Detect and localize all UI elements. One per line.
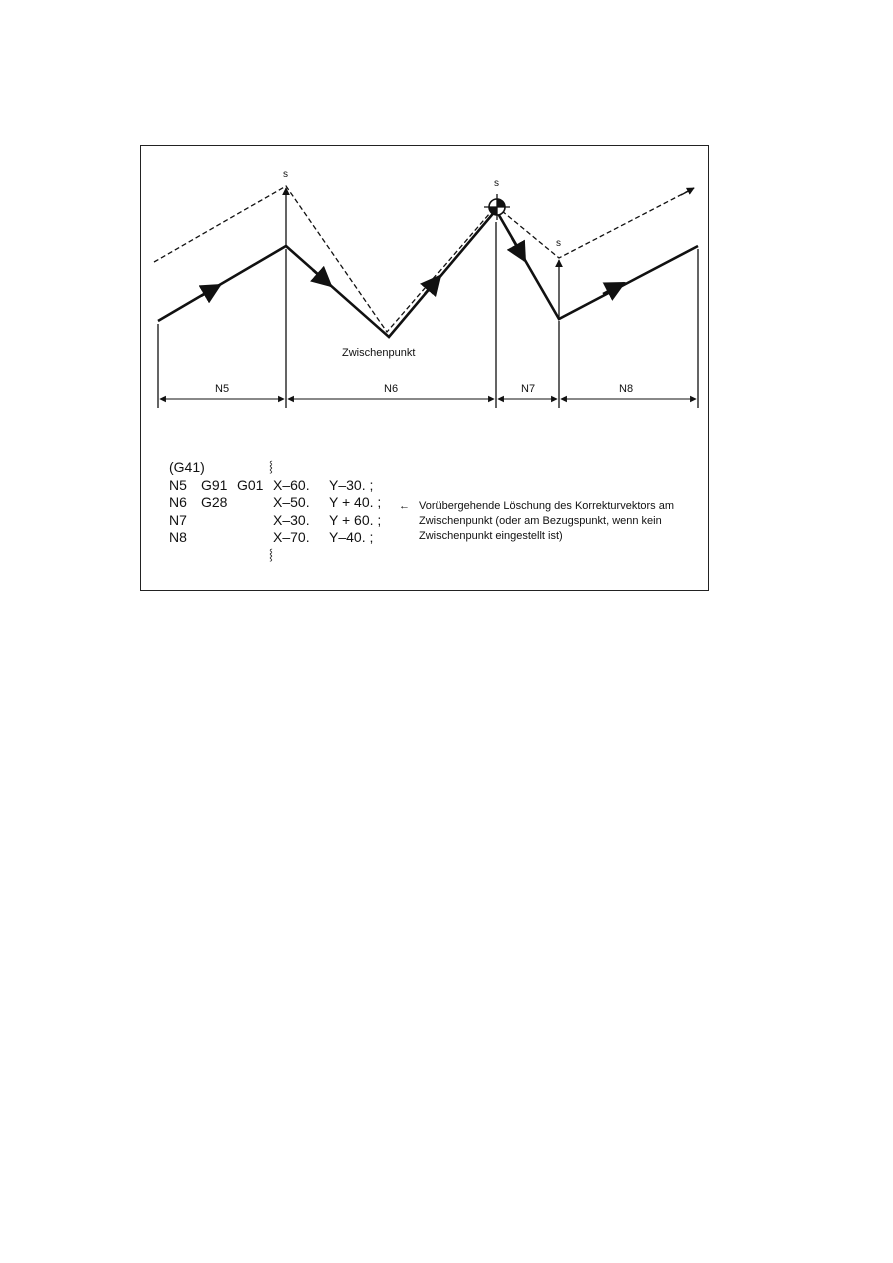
s-label-3: s	[556, 238, 561, 249]
direction-arrow-3	[425, 276, 440, 294]
x-value: X–30.	[273, 511, 310, 528]
direction-arrow-1	[201, 285, 220, 296]
s-label-1: s	[283, 169, 288, 180]
program-line	[169, 477, 569, 495]
segment-label-n7: N7	[521, 383, 536, 395]
offset-path-dashed	[154, 186, 694, 332]
segment-label-n8: N8	[619, 383, 634, 395]
direction-arrow-5	[603, 283, 624, 294]
segment-label-n6: N6	[384, 383, 399, 395]
g-code: G01	[237, 476, 264, 493]
annotation-text: Vorübergehende Löschung des Korrekturvektors am Zwischenpunkt (oder am Bezugspunkt, wenn kein Zwischenpunkt eingestellt ist)	[419, 500, 674, 542]
g-code: G28	[201, 494, 228, 510]
continuation-mark-top: ⸾	[269, 461, 273, 473]
tool-path-diagram	[141, 146, 710, 446]
y-value: Y + 60. ;	[329, 511, 382, 528]
g-code: G91	[201, 476, 228, 493]
y-value: Y + 40. ;	[329, 494, 382, 510]
intermediate-point-label: Zwischenpunkt	[342, 347, 416, 359]
direction-arrow-2	[313, 270, 331, 286]
program-header-row	[169, 459, 569, 477]
x-value: X–50.	[273, 494, 310, 510]
y-value: Y–40. ;	[329, 529, 374, 545]
x-value: X–60.	[273, 476, 310, 493]
block-number: N7	[169, 511, 187, 528]
left-arrow-icon: ←	[399, 500, 410, 512]
block-number: N6	[169, 494, 187, 510]
tool-path-solid	[158, 210, 698, 337]
segment-label-n5: N5	[215, 383, 230, 395]
figure-frame	[140, 145, 709, 591]
s-label-2: s	[494, 178, 499, 189]
offset-path-end-arrow	[681, 188, 694, 195]
y-value: Y–30. ;	[329, 476, 374, 493]
program-header: (G41)	[169, 459, 205, 475]
program-footer-row	[169, 547, 569, 565]
direction-arrow-4	[512, 238, 525, 261]
block-number: N5	[169, 476, 187, 493]
continuation-mark-bottom: ⸾	[269, 548, 273, 561]
x-value: X–70.	[273, 529, 310, 545]
block-number: N8	[169, 529, 187, 545]
